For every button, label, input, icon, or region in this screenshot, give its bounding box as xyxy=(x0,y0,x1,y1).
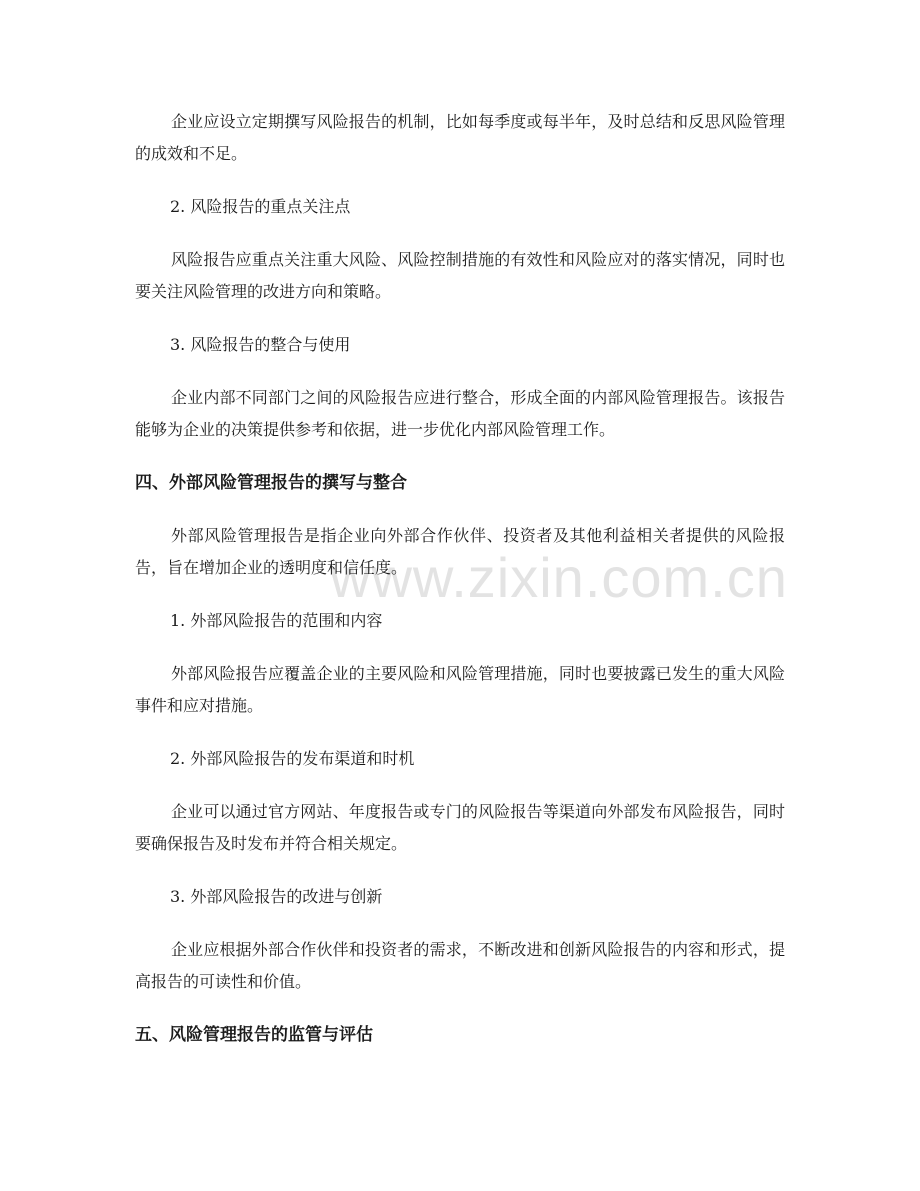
paragraph-report-integration: 企业内部不同部门之间的风险报告应进行整合，形成全面的内部风险管理报告。该报告能够为企业的决策提供参考和依据，进一步优化内部风险管理工作。 xyxy=(135,388,785,439)
subheading-report-integration: 3. 风险报告的整合与使用 xyxy=(170,335,351,354)
watermark: www.zixin.com.cn xyxy=(330,546,788,609)
subheading-report-focus: 2. 风险报告的重点关注点 xyxy=(170,197,351,216)
document-body xyxy=(135,106,785,1072)
subheading-external-channels: 2. 外部风险报告的发布渠道和时机 xyxy=(170,749,415,768)
section-heading-supervision: 五、风险管理报告的监管与评估 xyxy=(135,1025,373,1045)
paragraph-external-channels: 企业可以通过官方网站、年度报告或专门的风险报告等渠道向外部发布风险报告，同时要确保报告及时发布并符合相关规定。 xyxy=(135,802,785,853)
paragraph-external-improvement: 企业应根据外部合作伙伴和投资者的需求，不断改进和创新风险报告的内容和形式，提高报告的可读性和价值。 xyxy=(135,940,785,991)
subheading-external-improvement: 3. 外部风险报告的改进与创新 xyxy=(170,887,383,906)
subheading-external-scope: 1. 外部风险报告的范围和内容 xyxy=(170,611,383,630)
section-heading-external-report: 四、外部风险管理报告的撰写与整合 xyxy=(135,473,407,493)
paragraph-report-focus: 风险报告应重点关注重大风险、风险控制措施的有效性和风险应对的落实情况，同时也要关注风险管理的改进方向和策略。 xyxy=(135,250,785,301)
paragraph-external-report-definition: 外部风险管理报告是指企业向外部合作伙伴、投资者及其他利益相关者提供的风险报告，旨在增加企业的透明度和信任度。 xyxy=(135,526,785,577)
paragraph-external-scope: 外部风险报告应覆盖企业的主要风险和风险管理措施，同时也要披露已发生的重大风险事件和应对措施。 xyxy=(135,664,785,715)
paragraph-report-mechanism: 企业应设立定期撰写风险报告的机制，比如每季度或每半年，及时总结和反思风险管理的成效和不足。 xyxy=(135,112,785,163)
